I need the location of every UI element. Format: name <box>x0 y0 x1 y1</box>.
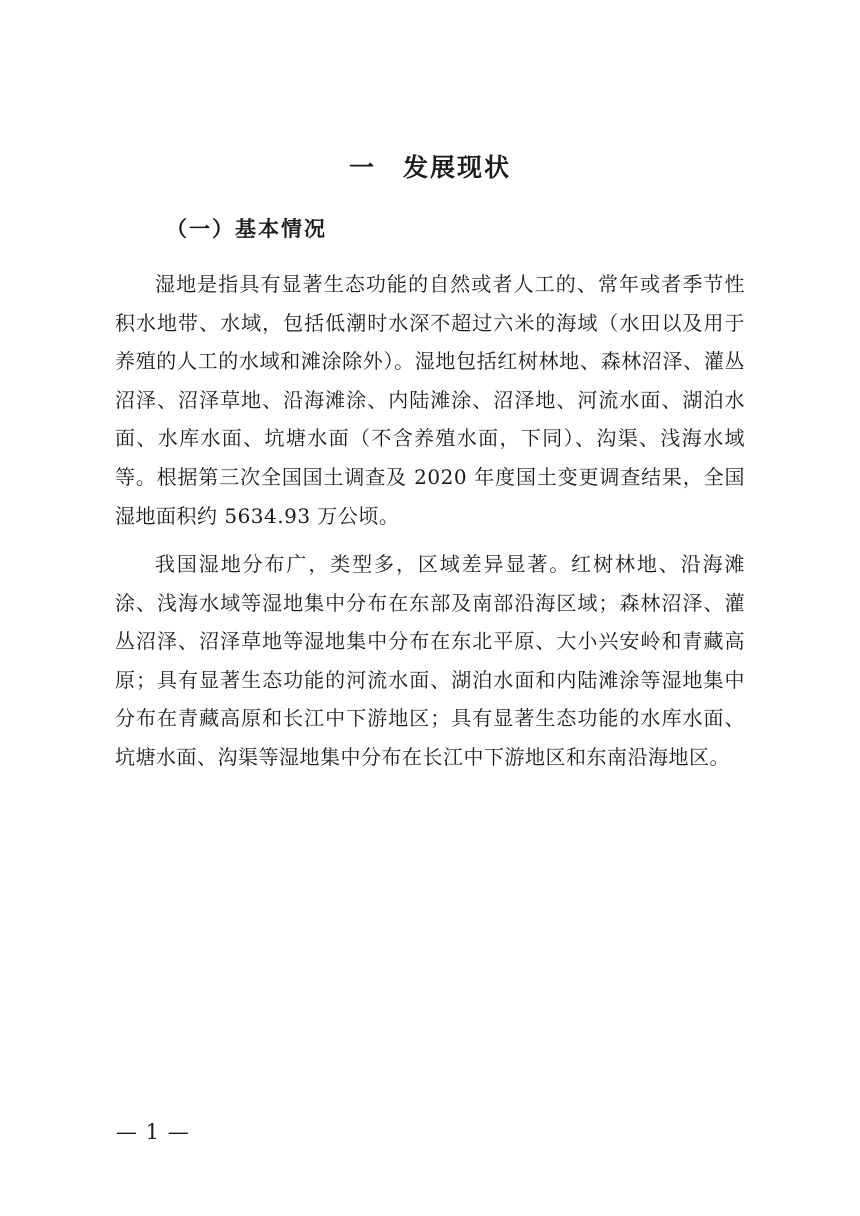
section-heading: （一）基本情况 <box>166 216 327 241</box>
chapter-title: 一 发展现状 <box>348 153 511 182</box>
page-number: — 1 — <box>116 1120 190 1144</box>
body-paragraph: 湿地是指具有显著生态功能的自然或者人工的、常年或者季节性积水地带、水域，包括低潮时水深不超过六米的海域（水田以及用于养殖的人工的水域和滩涂除外）。湿地包括红树林地、森林沼泽、灌丛沼泽、沼泽草地、沿海滩涂、内陆滩涂、沼泽地、河流水面、湖泊水面、水库水面、坑塘水面（不含养殖水面，下同）、沟渠、浅海水域等。根据第三次全国国土调查及 2020 年度国土变更调查结果，全国湿地面积约 5634.93 万公顷。 <box>115 272 745 528</box>
body-paragraph: 我国湿地分布广，类型多，区域差异显著。红树林地、沿海滩涂、浅海水域等湿地集中分布在东部及南部沿海区域；森林沼泽、灌丛沼泽、沼泽草地等湿地集中分布在东北平原、大小兴安岭和青藏高原；具有显著生态功能的河流水面、湖泊水面和内陆滩涂等湿地集中分布在青藏高原和长江中下游地区；具有显著生态功能的水库水面、坑塘水面、沟渠等湿地集中分布在长江中下游地区和东南沿海地区。 <box>115 552 745 769</box>
